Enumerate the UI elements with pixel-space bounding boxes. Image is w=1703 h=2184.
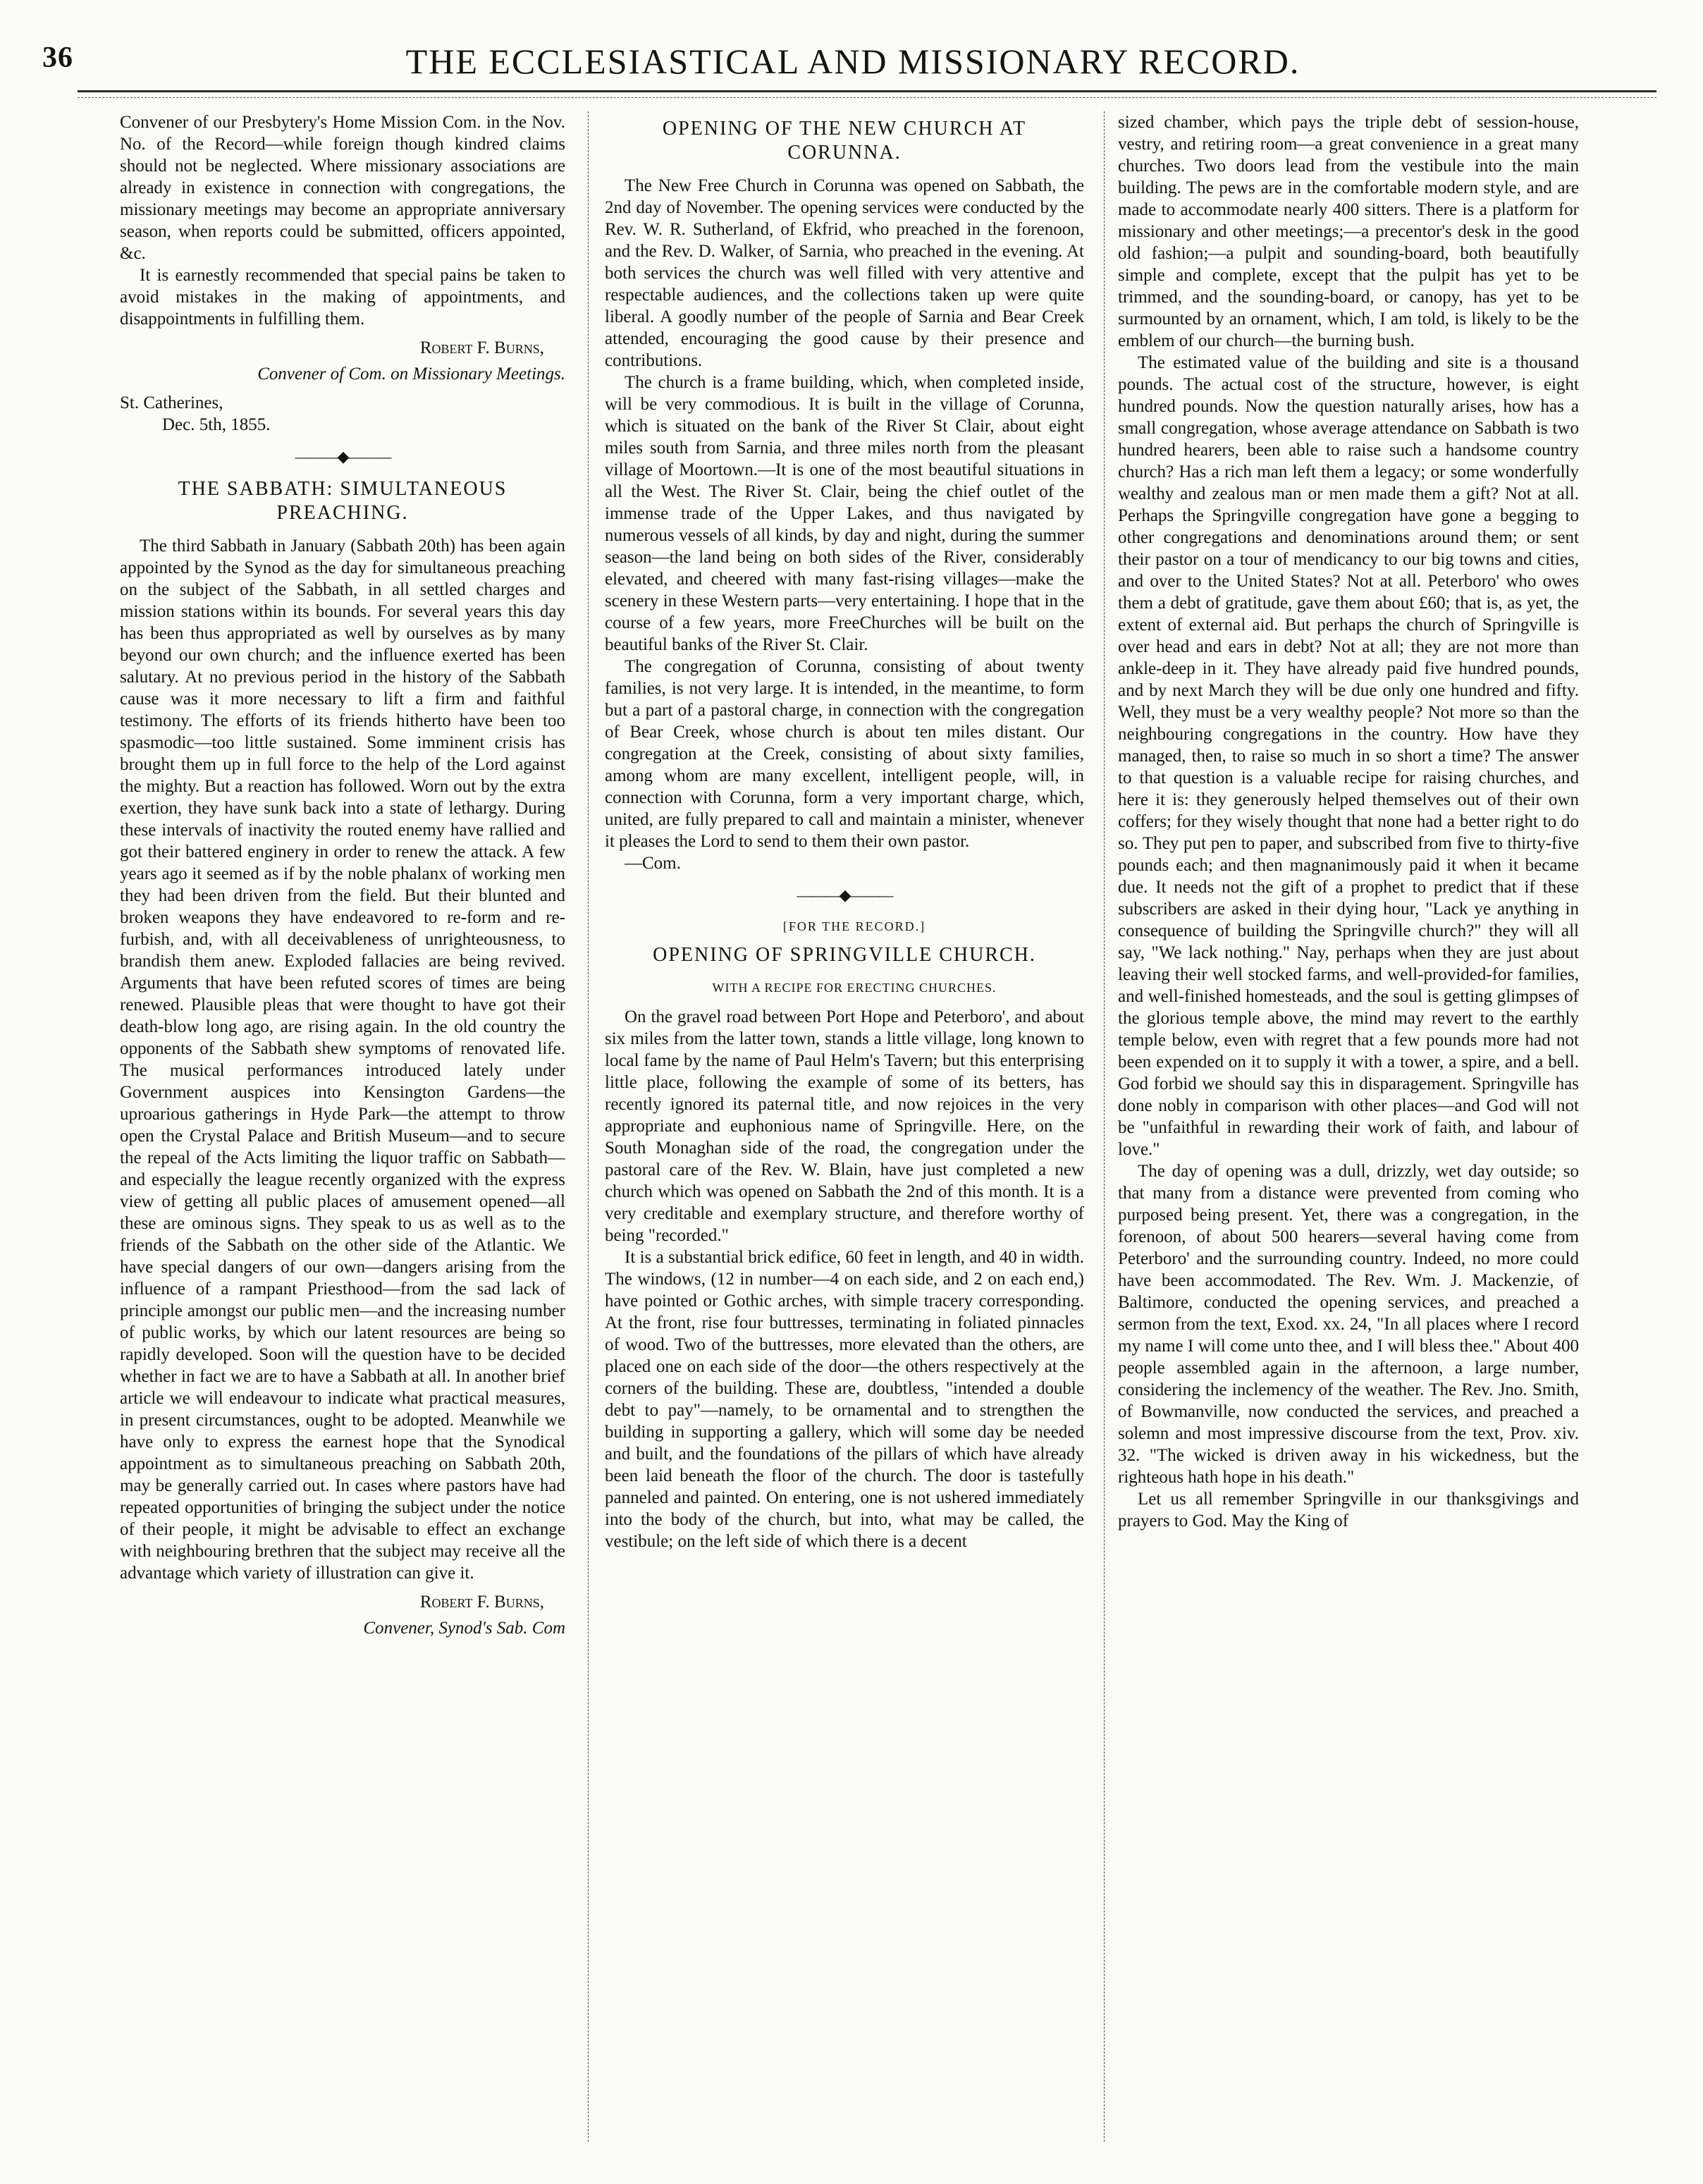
column-3 bbox=[1118, 111, 1579, 2156]
paragraph: The congregation of Corunna, consisting of about twenty families, is not very large. It is intended, in the meantime, to form but a part of a pastoral charge, in connection with the congregation of Bear Creek, whose church is about ten miles distant. Our congregation at the Creek, consisting of about sixty families, among whom are many excellent, intelligent people, will, in connection with Corunna, form a very important charge, which, united, are fully prepared to call and maintain a minister, whenever it pleases the Lord to send to them their own pastor. bbox=[605, 657, 1084, 851]
paragraph: It is a substantial brick edifice, 60 feet in length, and 40 in width. The windows, (12 in number—4 on each side, and 2 on each end,) have pointed or Gothic arches, with simple tracery corresponding. At the front, rise four buttresses, terminating in foliated pinnacles of wood. Two of the buttresses, more elevated than the others, are placed one on each side of the door—the others respectively at the corners of the building. These are, doubtless, "intended a double debt to pay"—namely, to be ornamental and to strengthen the building in supporting a gallery, which will some day be needed and built, and the foundations of the pillars of which have already been laid beneath the floor of the church. The door is tastefully panneled and painted. On entering, one is not ushered immediately into the body of the church, but into, what may be called, the vestibule; on the left side of which there is a decent bbox=[605, 1248, 1084, 1551]
article-subheading: WITH A RECIPE FOR ERECTING CHURCHES. bbox=[712, 981, 997, 995]
paragraph: The church is a frame building, which, when completed inside, will be very commodious. It is built in the village of Corunna, which is situated on the bank of the River St Clair, about eight miles south from Sarnia, and three miles north from the pleasant village of Moortown.—It is one of the most beautiful situations in all the West. The River St. Clair, being the chief outlet of the immense trade of the Upper Lakes, and thus navigated by numerous vessels of all kinds, by day and night, during the summer season—the land being on both sides of the River, considerably elevated, and cheered with many fast-rising villages—make the scenery in these Western parts—very entertaining. I hope that in the course of a few years, more FreeChurches will be built on the beautiful banks of the River St. Clair. bbox=[605, 373, 1084, 654]
signature-office: Convener of Com. on Missionary Meetings. bbox=[257, 364, 565, 384]
paragraph: The estimated value of the building and site is a thousand pounds. The actual cost of the structure, however, is eight hundred pounds. Now the question naturally arises, how has a small congregation, whose average attendance on Sabbath is two hundred hearers, been able to raise such a handsome country church? Has a rich man left them a legacy; or some wonderfully wealthy and zealous man or men made them a gift? Not at all. Perhaps the Springville congregation have gone a begging to other congregations and denominations around them; or sent their pastor on a tour of mendicancy to our big towns and cities, and over to the United States? Not at all. Peterboro' who owes them a debt of gratitude, gave them about £60; that is, as yet, the extent of external aid. But perhaps the church of Springville is over head and ears in debt? Not at all; they are not more than ankle-deep in it. They have already paid five hundred pounds, and by next March they will be due only one hundred and fifty. Well, they must be a very wealthy people? Not more so than the neighbouring congregations in the country. How have they managed, then, to raise so much in so short a time? The answer to that question is a valuable recipe for raising churches, and here it is: they generously helped themselves out of their own coffers; for they wisely thought that none had a better right to do so. They put pen to paper, and subscribed from five to thirty-five pounds each; and then magnanimously paid it when it became due. It needs not the gift of a prophet to predict that if these subscribers are asked in their dying hour, "Lack ye anything in consequence of building the Springville church?" they will all say, "We lack nothing." Nay, perhaps when they are just about leaving their well stocked farms, and well-provided-for families, and well-finished homesteads, and the soul is getting glimpses of the glorious temple above, the mind may revert to the earthly temple below, even with regret that a few pounds more had not been expended on it to supply it with a tower, a spire, and a bell. God forbid we should say this in disparagement. Springville has done nobly in comparison with other places—and God will not be "unfaithful in rewarding their work of faith, and labour of love." bbox=[1118, 353, 1579, 1159]
paragraph: It is earnestly recommended that special pains be taken to avoid mistakes in the making of appointments, and disappointments in fulfilling them. bbox=[120, 266, 565, 329]
paragraph: On the gravel road between Port Hope and Peterboro', and about six miles from the latter town, stands a little village, long known to local fame by the name of Paul Helm's Tavern; but this enterprising little place, following the example of some of its betters, has recently ignored its paternal title, and now rejoices in the very appropriate and euphonious name of Springville. Here, on the South Monaghan side of the road, the congregation under the pastoral care of the Rev. W. Blain, have just completed a new church which was opened on Sabbath the 2nd of this month. It is a very creditable and exemplary structure, and therefore worthy of being "recorded." bbox=[605, 1007, 1084, 1245]
header-rule-dashed bbox=[78, 97, 1656, 98]
signature-office: Convener, Synod's Sab. Com bbox=[363, 1619, 565, 1638]
signature-date: Dec. 5th, 1855. bbox=[162, 415, 271, 434]
section-ornament: ———◆——— bbox=[295, 448, 391, 465]
article-heading: THE SABBATH: SIMULTANEOUS PREACHING. bbox=[178, 478, 508, 524]
column-divider-1 bbox=[588, 111, 589, 2142]
article-heading: OPENING OF THE NEW CHURCH AT CORUNNA. bbox=[662, 118, 1027, 164]
header-rule bbox=[78, 90, 1656, 92]
journal-title: THE ECCLESIASTICAL AND MISSIONARY RECORD. bbox=[405, 42, 1301, 81]
page-number: 36 bbox=[42, 42, 73, 74]
paragraph: The day of opening was a dull, drizzly, wet day outside; so that many from a distance were prevented from coming who purposed being present. Yet, there was a congregation, in the forenoon, of about 500 hearers—several having come from Peterboro' and the surrounding country. Indeed, no more could have been accommodated. The Rev. Wm. J. Mackenzie, of Baltimore, conducted the opening services, and preached a sermon from the text, Exod. xx. 24, "In all places where I record my name I will come unto thee, and I will bless thee." About 400 people assembled again in the afternoon, a large number, considering the inclemency of the weather. The Rev. Jno. Smith, of Bowmanville, now conducted the services, and preached a solemn and most impressive discourse from the text, Prov. xiv. 32. "The wicked is driven away in his wickedness, but the righteous hath hope in his death." bbox=[1118, 1162, 1579, 1487]
signature-place: St. Catherines, bbox=[120, 393, 223, 412]
column-divider-2 bbox=[1104, 111, 1105, 2142]
paragraph: The New Free Church in Corunna was opened on Sabbath, the 2nd day of November. The opening services were conducted by the Rev. W. R. Sutherland, of Ekfrid, who preached in the forenoon, and the Rev. D. Walker, of Sarnia, who preached in the evening. At both services the church was well filled with very attentive and respectable audiences, and the collections taken up were quite liberal. A goodly number of the people of Sarnia and Bear Creek attended, encouraging the good cause by their presence and contributions. bbox=[605, 176, 1084, 370]
article-heading: OPENING OF SPRINGVILLE CHURCH. bbox=[653, 944, 1036, 966]
column-1 bbox=[120, 111, 565, 2156]
paragraph: The third Sabbath in January (Sabbath 20th) has been again appointed by the Synod as the day for simultaneous preaching on the subject of the Sabbath, in all settled charges and mission stations within its bounds. For several years this day has been thus appropriated as well by ourselves as by many beyond our own church; and the influence exerted has been salutary. At no previous period in the history of the Sabbath cause was it more necessary to lift a firm and faithful testimony. The efforts of its friends hitherto have been too spasmodic—too little sustained. Some imminent crisis has brought them up in full force to the help of the Lord against the mighty. But a reaction has followed. Worn out by the extra exertion, they have sunk back into a state of lethargy. During these intervals of inactivity the routed enemy have rallied and got their battered enginery in order to renew the attack. A few years ago it seemed as if by the noble phalanx of working men they had been driven from the field. But their blunted and broken weapons they have endeavored to re-form and re-furbish, and, with all deceivableness of unrighteousness, to brandish them anew. Exploded fallacies are being revived. Arguments that have been refuted scores of times are being renewed. Plausible pleas that were thought to have got their death-blow long ago, are rising again. In the old country the opponents of the Sabbath shew symptoms of renovated life. The musical performances introduced lately under Government auspices into Kensington Gardens—the uproarious gatherings in Hyde Park—the attempt to throw open the Crystal Palace and British Museum—and to secure the repeal of the Acts limiting the liquor traffic on Sabbath—and especially the league recently organized with the express view of getting all public places of amusement opened—all these are ominous signs. They speak to us as well as to the friends of the Sabbath on the other side of the Atlantic. We have special dangers of our own—dangers arising from the influence of a rampant Priesthood—from the sad lack of principle amongst our public men—and the increasing number of public works, by which our latent resources are being so rapidly developed. Soon will the question have to be decided whether in fact we are to have a Sabbath at all. In another brief article we will endeavour to indicate what practical measures, in present circumstances, ought to be adopted. Meanwhile we have only to express the earnest hope that the Synodical appointment as to simultaneous preaching on Sabbath 20th, may be generally carried out. In cases where pastors have had repeated opportunities of bringing the subject under the notice of their people, it might be advisable to effect an exchange with neighbouring brethren that the subject may receive all the advantage which variety of illustration can give it. bbox=[120, 536, 565, 1583]
paragraph: Convener of our Presbytery's Home Mission Com. in the Nov. No. of the Record—while foreign though kindred claims should not be neglected. Where missionary associations are already in existence in connection with congregations, the missionary meetings may become an appropriate anniversary season, when reports could be submitted, officers appointed, &c. bbox=[120, 113, 565, 263]
paragraph: sized chamber, which pays the triple debt of session-house, vestry, and retiring room—a great convenience in a great many churches. Two doors lead from the vestibule into the main building. The pews are in the comfortable modern style, and are made to accommodate nearly 400 sitters. There is a platform for missionary and other meetings;—a precentor's desk in the good old fashion;—a pulpit and sounding-board, both beautifully simple and complete, except that the pulpit has yet to be trimmed, and the sounding-board, or canopy, has yet to be surmounted by an ornament, which, I am told, is likely to be the emblem of our church—the burning bush. bbox=[1118, 113, 1579, 350]
signature: Robert F. Burns, bbox=[419, 1593, 544, 1612]
signature: Robert F. Burns, bbox=[419, 338, 544, 357]
section-ornament: ———◆——— bbox=[797, 886, 892, 904]
column-2 bbox=[605, 111, 1084, 2156]
paragraph: Let us all remember Springville in our thanksgivings and prayers to God. May the King of bbox=[1118, 1490, 1579, 1530]
article-sign: —Com. bbox=[625, 854, 681, 873]
bracket-note: [FOR THE RECORD.] bbox=[782, 919, 926, 933]
page-header bbox=[42, 41, 1664, 97]
